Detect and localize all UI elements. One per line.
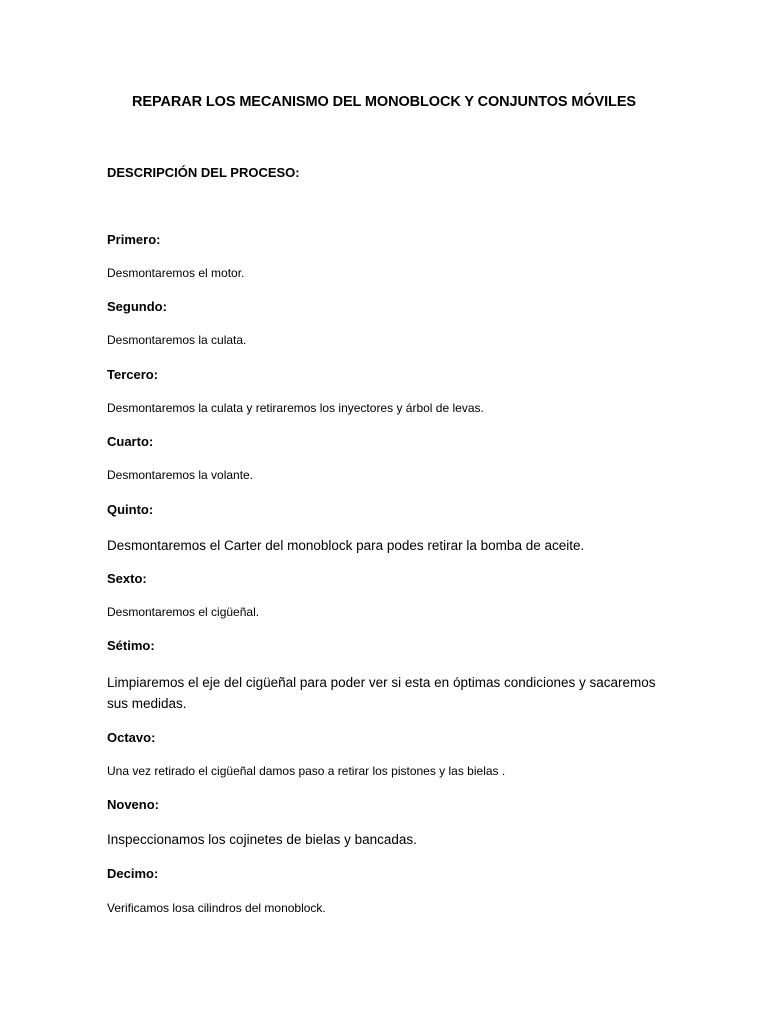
step-label-cuarto: Cuarto: [107,434,154,449]
step-label-quinto: Quinto: [107,502,154,517]
step-label-noveno: Noveno: [107,797,159,812]
step-text-decimo: Verificamos losa cilindros del monoblock. [107,901,326,915]
document-title: REPARAR LOS MECANISMO DEL MONOBLOCK Y CONJUNTOS MÓVILES [132,94,636,110]
step-label-octavo: Octavo: [107,730,156,745]
step-text-quinto: Desmontaremos el Carter del monoblock para podes retirar la bomba de aceite. [107,538,585,553]
step-text-tercero: Desmontaremos la culata y retiraremos los inyectores y árbol de levas. [107,401,484,415]
step-label-primero: Primero: [107,232,161,247]
step-text-sexto: Desmontaremos el cigüeñal. [107,605,260,619]
step-label-setimo: Sétimo: [107,638,155,653]
step-label-decimo: Decimo: [107,866,159,881]
step-text-noveno: Inspeccionamos los cojinetes de bielas y bancadas. [107,832,417,847]
step-text-segundo: Desmontaremos la culata. [107,333,247,347]
step-label-sexto: Sexto: [107,571,147,586]
section-heading: DESCRIPCIÓN DEL PROCESO: [107,165,300,180]
step-text-octavo: Una vez retirado el cigüeñal damos paso a retirar los pistones y las bielas . [107,764,506,778]
step-text-setimo: Limpiaremos el eje del cigüeñal para poder ver si esta en óptimas condiciones y sacaremos sus medidas. [107,675,656,711]
step-text-cuarto: Desmontaremos la volante. [107,468,254,482]
step-label-segundo: Segundo: [107,299,167,314]
step-label-tercero: Tercero: [107,367,159,382]
step-text-primero: Desmontaremos el motor. [107,266,245,280]
